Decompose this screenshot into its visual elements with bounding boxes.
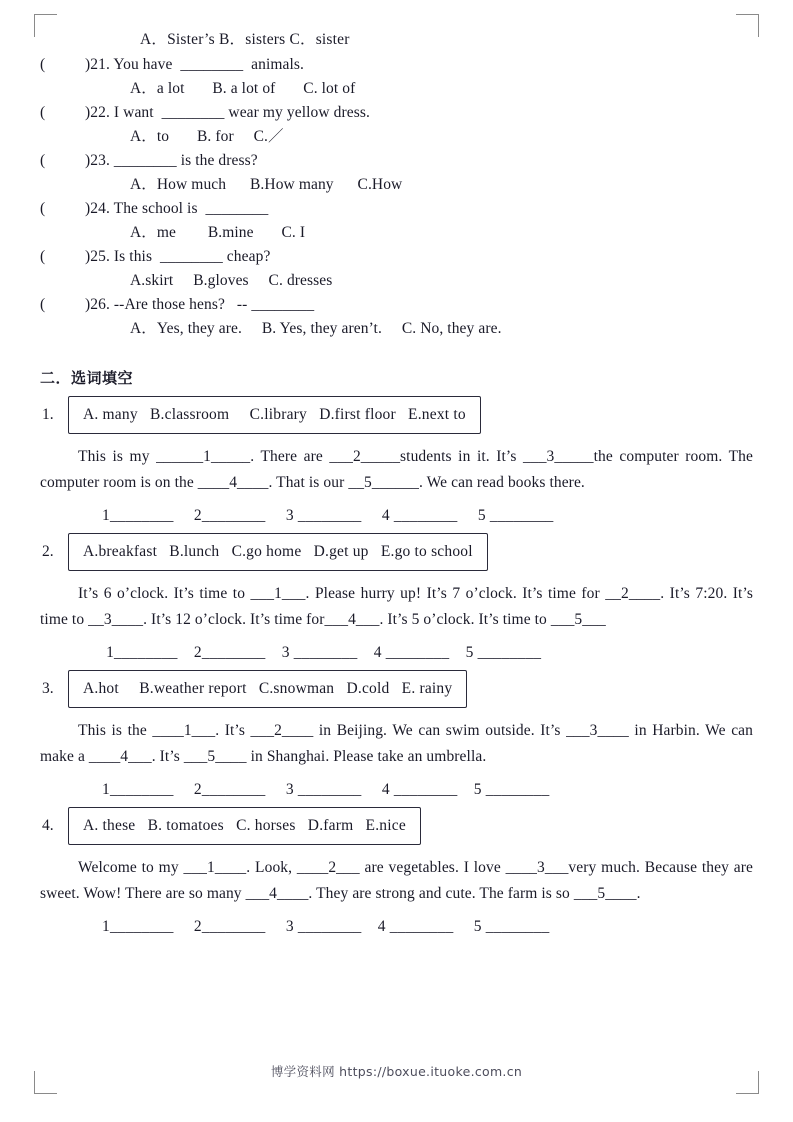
- question-row: [40, 197, 753, 245]
- section-heading-word-fill: 二．选词填空: [40, 369, 134, 387]
- lead-options: A．Sister’s B．sisters C．sister: [140, 31, 350, 48]
- question-options: A.skirt B.gloves C. dresses: [130, 272, 333, 289]
- answer-blanks-line[interactable]: 1________ 2________ 3 ________ 4 ________ 5 ________: [102, 781, 550, 798]
- fill-blocks: [40, 396, 753, 938]
- word-fill-block: [40, 396, 753, 527]
- block-number: 1.: [42, 406, 54, 423]
- word-bank-box: A. these B. tomatoes C. horses D.farm E.nice: [68, 807, 421, 845]
- word-bank-line: [40, 670, 753, 708]
- question-stem: ( )25. Is this ________ cheap?: [40, 248, 271, 265]
- question-options: A．a lot B. a lot of C. lot of: [130, 80, 356, 97]
- block-number: 2.: [42, 543, 54, 560]
- question-stem: ( )26. --Are those hens? -- ________: [40, 296, 315, 313]
- footer-watermark: 博学资料网 https://boxue.ituoke.com.cn: [270, 1064, 523, 1079]
- cloze-paragraph: Welcome to my ___1____. Look, ____2___ are vegetables. I love ____3___very much. Because they are sweet. Wow! There are so many ___4____. They are strong and cute. The farm is so ___5____.: [40, 859, 753, 902]
- question-options: A．me B.mine C. I: [130, 224, 306, 241]
- cloze-paragraph: This is my ______1_____. There are ___2_____students in it. It’s ___3_____the computer room. The computer room is on the ____4____. That is our __5______. We can read books there.: [40, 448, 753, 491]
- word-fill-block: [40, 533, 753, 664]
- word-bank-box: A. many B.classroom C.library D.first floor E.next to: [68, 396, 481, 434]
- cloze-paragraph: It’s 6 o’clock. It’s time to ___1___. Please hurry up! It’s 7 o’clock. It’s time for __2____. It’s 7:20. It’s time to __3____. It’s 12 o’clock. It’s time for___4___. It’s 5 o’clock. It’s time to ___5___: [40, 585, 753, 628]
- word-bank-line: [40, 807, 753, 845]
- word-fill-block: [40, 670, 753, 801]
- block-number: 4.: [42, 817, 54, 834]
- question-options: A．to B. for C.／: [130, 128, 284, 145]
- question-row: [40, 149, 753, 197]
- word-fill-block: [40, 807, 753, 938]
- word-bank-line: [40, 533, 753, 571]
- word-bank-box: A.breakfast B.lunch C.go home D.get up E.go to school: [68, 533, 488, 571]
- multiple-choice-section: [40, 28, 753, 51]
- answer-blanks-line[interactable]: 1________ 2________ 3 ________ 4 ________ 5 ________: [102, 644, 542, 661]
- question-stem: ( )24. The school is ________: [40, 200, 269, 217]
- question-row: [40, 245, 753, 293]
- question-row: [40, 293, 753, 341]
- question-options: A．How much B.How many C.How: [130, 176, 403, 193]
- question-options: A．Yes, they are. B. Yes, they aren’t. C. No, they are.: [130, 320, 502, 337]
- cloze-paragraph: This is the ____1___. It’s ___2____ in Beijing. We can swim outside. It’s ___3____ in Harbin. We can make a ____4___. It’s ___5____ in Shanghai. Please take an umbrella.: [40, 722, 753, 765]
- question-row: [40, 101, 753, 149]
- multiple-choice-list: [40, 53, 753, 341]
- question-stem: ( )22. I want ________ wear my yellow dress.: [40, 104, 370, 121]
- question-stem: ( )21. You have ________ animals.: [40, 56, 305, 73]
- word-bank-box: A.hot B.weather report C.snowman D.cold E. rainy: [68, 670, 467, 708]
- block-number: 3.: [42, 680, 54, 697]
- word-bank-line: [40, 396, 753, 434]
- question-stem: ( )23. ________ is the dress?: [40, 152, 258, 169]
- document-content: [40, 28, 753, 942]
- question-row: [40, 53, 753, 101]
- answer-blanks-line[interactable]: 1________ 2________ 3 ________ 4 ________ 5 ________: [102, 918, 550, 935]
- answer-blanks-line[interactable]: 1________ 2________ 3 ________ 4 ________ 5 ________: [102, 507, 554, 524]
